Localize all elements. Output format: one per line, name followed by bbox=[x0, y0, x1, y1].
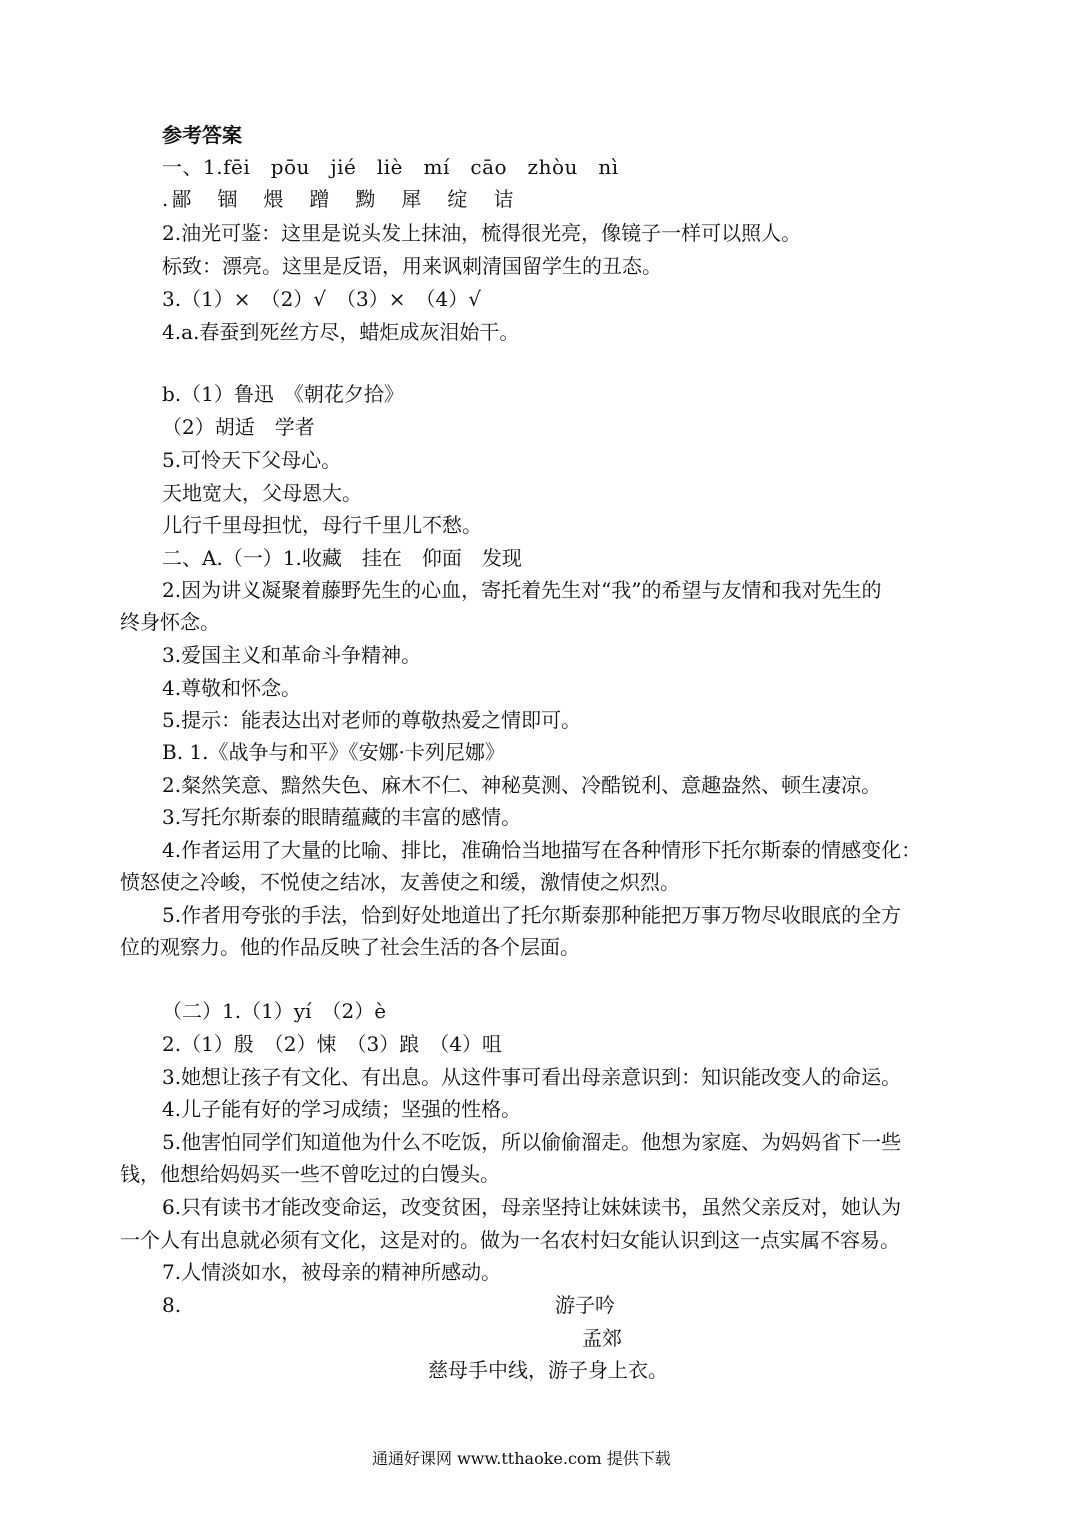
footer-text: 通通好课网 www.tthaoke.com 提供下载 bbox=[372, 1449, 671, 1468]
text-line: 二、A.（一）1.收藏 挂在 仰面 发现 bbox=[162, 546, 522, 570]
text-line: 6.只有读书才能改变命运，改变贫困，母亲坚持让妹妹读书，虽然父亲反对，她认为 bbox=[162, 1195, 902, 1219]
text-line: 终身怀念。 bbox=[120, 610, 220, 634]
text-line: 2.粲然笑意、黯然失色、麻木不仁、神秘莫测、冷酷锐利、意趣盎然、顿生凄凉。 bbox=[162, 773, 882, 797]
text-line: 4.儿子能有好的学习成绩；坚强的性格。 bbox=[162, 1097, 522, 1121]
text-line: 5.他害怕同学们知道他为什么不吃饭，所以偷偷溜走。他想为家庭、为妈妈省下一些 bbox=[162, 1130, 902, 1154]
poem-line: 慈母手中线，游子身上衣。 bbox=[428, 1358, 668, 1382]
text-line: 5.可怜天下父母心。 bbox=[162, 448, 342, 472]
text-line: 位的观察力。他的作品反映了社会生活的各个层面。 bbox=[120, 935, 580, 959]
text-line: 4.尊敬和怀念。 bbox=[162, 676, 302, 700]
poem-author: 孟郊 bbox=[582, 1326, 622, 1350]
text-line: 3.写托尔斯泰的眼睛蕴藏的丰富的感情。 bbox=[162, 805, 522, 829]
text-line: 愤怒使之冷峻，不悦使之结冰，友善使之和缓，激情使之炽烈。 bbox=[120, 870, 680, 894]
text-line: b.（1）鲁迅 《朝花夕拾》 bbox=[162, 382, 404, 406]
text-line: （2）胡适 学者 bbox=[162, 415, 315, 439]
text-line: B. 1.《战争与和平》《安娜·卡列尼娜》 bbox=[162, 740, 505, 764]
text-line: 3.（1）× （2）√ （3）× （4）√ bbox=[162, 287, 481, 311]
text-line: 儿行千里母担忧，母行千里儿不愁。 bbox=[162, 513, 482, 537]
text-line: 4.作者运用了大量的比喻、排比，准确恰当地描写在各种情形下托尔斯泰的情感变化： bbox=[162, 838, 922, 862]
text-line: 7.人情淡如水，被母亲的精神所感动。 bbox=[162, 1260, 502, 1284]
text-line: 3.爱国主义和革命斗争精神。 bbox=[162, 643, 422, 667]
text-line: 钱，他想给妈妈买一些不曾吃过的白馒头。 bbox=[120, 1162, 500, 1186]
poem-title: 游子吟 bbox=[555, 1293, 615, 1317]
text-line: 2.油光可鉴：这里是说头发上抹油，梳得很光亮，像镜子一样可以照人。 bbox=[162, 221, 802, 245]
text-line: 3.她想让孩子有文化、有出息。从这件事可看出母亲意识到：知识能改变人的命运。 bbox=[162, 1065, 902, 1089]
text-line: 8. bbox=[162, 1293, 182, 1317]
page-title: 参考答案 bbox=[162, 123, 242, 147]
text-line: 2.因为讲义凝聚着藤野先生的心血，寄托着先生对“我”的希望与友情和我对先生的 bbox=[162, 578, 882, 602]
text-line: 2.（1）殷 （2）悚 （3）踉 （4）咀 bbox=[162, 1032, 502, 1056]
text-line: 5.提示：能表达出对老师的尊敬热爱之情即可。 bbox=[162, 708, 582, 732]
text-line: 一、1.fēi pōu jié liè mí cāo zhòu nì bbox=[162, 155, 619, 179]
text-line: 5.作者用夸张的手法，恰到好处地道出了托尔斯泰那种能把万事万物尽收眼底的全方 bbox=[162, 903, 902, 927]
text-line: 4.a.春蚕到死丝方尽，蜡炬成灰泪始干。 bbox=[162, 320, 520, 344]
text-line: 天地宽大，父母恩大。 bbox=[162, 481, 362, 505]
text-line: .鄙 锢 煨 蹭 黝 犀 绽 诘 bbox=[162, 187, 517, 211]
text-line: 一个人有出息就必须有文化，这是对的。做为一名农村妇女能认识到这一点实属不容易。 bbox=[120, 1228, 900, 1252]
text-line: （二）1.（1）yí （2）è bbox=[162, 999, 387, 1023]
text-line: 标致：漂亮。这里是反语，用来讽刺清国留学生的丑态。 bbox=[162, 254, 662, 278]
